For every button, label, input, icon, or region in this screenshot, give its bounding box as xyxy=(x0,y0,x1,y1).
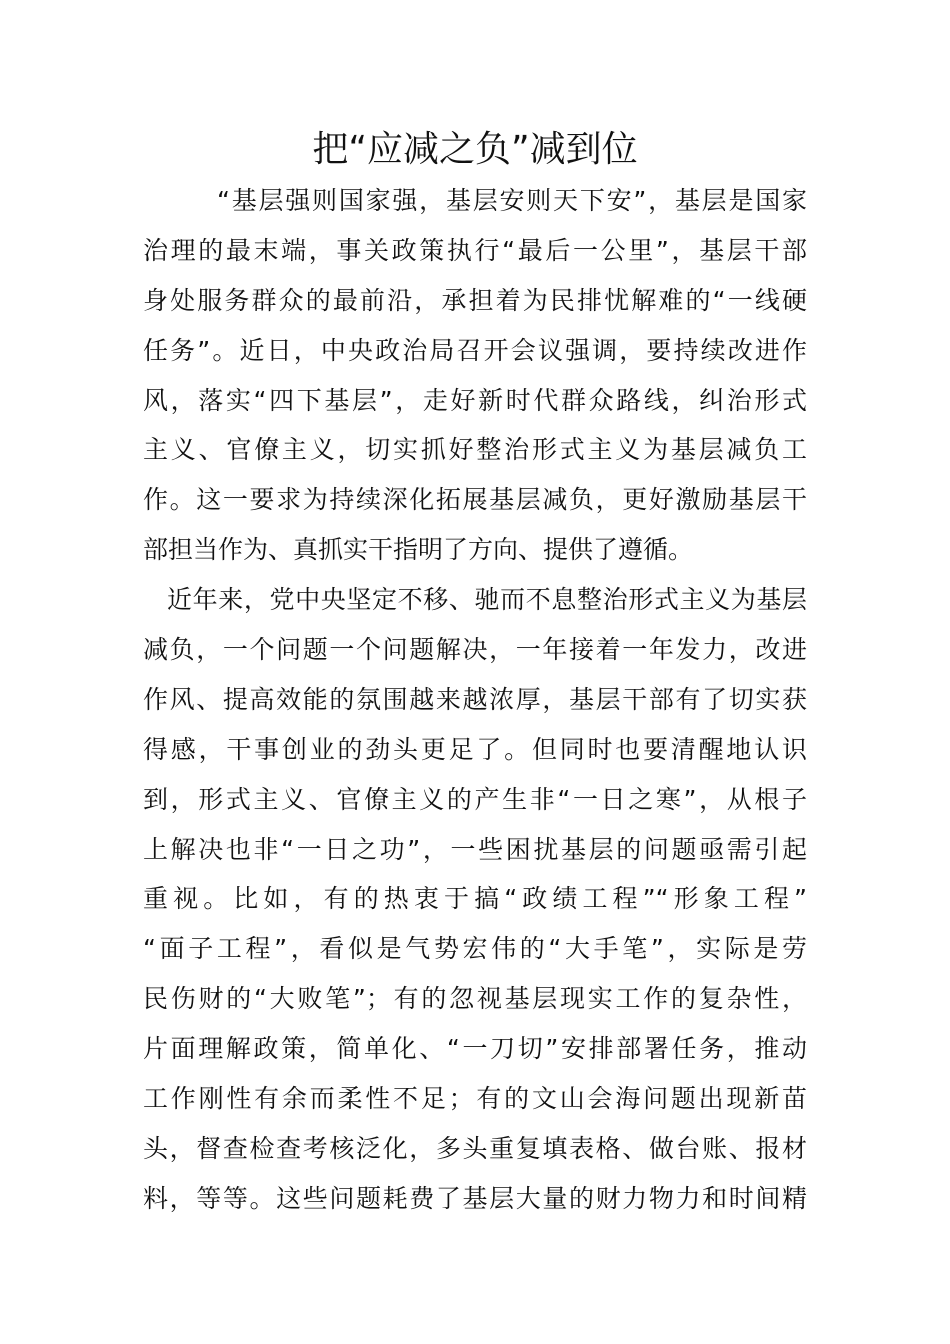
paragraph-line: 上解决也非“一日之功”，一些困扰基层的问题亟需引起 xyxy=(143,834,807,864)
paragraph-line: 减负，一个问题一个问题解决，一年接着一年发力，改进 xyxy=(143,635,807,665)
document-title: 把“应减之负”减到位 xyxy=(312,129,638,170)
paragraph-line: “面子工程”，看似是气势宏伟的“大手笔”，实际是劳 xyxy=(143,934,807,964)
paragraph-line: 治理的最末端，事关政策执行“最后一公里”，基层干部 xyxy=(143,235,807,265)
paragraph-line: 片面理解政策，简单化、“一刀切”安排部署任务，推动 xyxy=(143,1034,807,1064)
paragraph-line: 风，落实“四下基层”，走好新时代群众路线，纠治形式 xyxy=(143,385,807,415)
paragraph-line: 近年来，党中央坚定不移、驰而不息整治形式主义为基层 xyxy=(167,585,807,615)
paragraph-line: 重视。比如，有的热衷于搞“政绩工程”“形象工程” xyxy=(143,884,807,914)
paragraph-line: “基层强则国家强，基层安则天下安”，基层是国家 xyxy=(217,186,807,215)
paragraph-line: 头，督查检查考核泛化，多头重复填表格、做台账、报材 xyxy=(143,1133,807,1163)
paragraph-line: 工作刚性有余而柔性不足；有的文山会海问题出现新苗 xyxy=(143,1084,807,1114)
paragraph-line: 部担当作为、真抓实干指明了方向、提供了遵循。 xyxy=(143,535,694,565)
paragraph-line: 到，形式主义、官僚主义的产生非“一日之寒”，从根子 xyxy=(143,784,807,814)
paragraph-line: 任务”。近日，中央政治局召开会议强调，要持续改进作 xyxy=(143,335,807,365)
paragraph-line: 主义、官僚主义，切实抓好整治形式主义为基层减负工 xyxy=(143,435,807,465)
paragraph-line: 作风、提高效能的氛围越来越浓厚，基层干部有了切实获 xyxy=(143,684,807,714)
paragraph-line: 得感，干事创业的劲头更足了。但同时也要清醒地认识 xyxy=(143,734,807,764)
paragraph-1 xyxy=(143,176,807,575)
paragraph-line: 身处服务群众的最前沿，承担着为民排忧解难的“一线硬 xyxy=(143,285,807,315)
document-body xyxy=(143,176,807,1224)
paragraph-line: 作。这一要求为持续深化拓展基层减负，更好激励基层干 xyxy=(143,485,807,515)
paragraph-2 xyxy=(143,575,807,1224)
paragraph-line: 料，等等。这些问题耗费了基层大量的财力物力和时间精 xyxy=(143,1183,807,1213)
paragraph-line: 民伤财的“大败笔”；有的忽视基层现实工作的复杂性， xyxy=(143,984,807,1014)
